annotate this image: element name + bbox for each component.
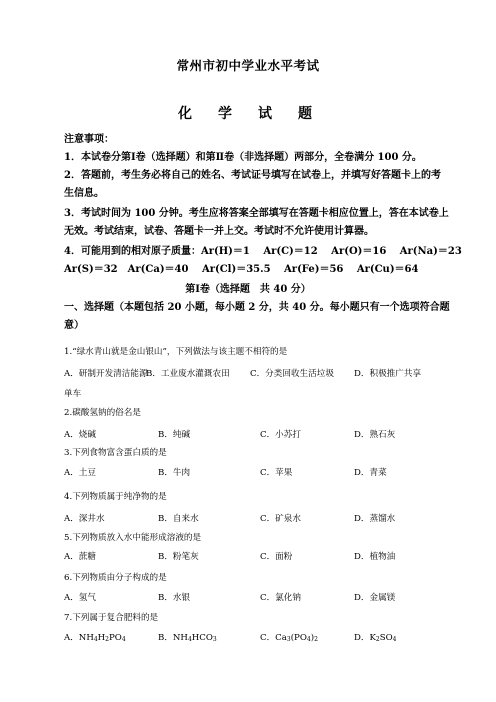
question-4-option-d: D．蒸馏水	[354, 514, 396, 524]
question-4-stem: 4.下列物质属于纯净物的是	[64, 492, 167, 502]
question-5-option-a: A．蔗糖	[64, 552, 96, 562]
question-1-continuation: 单车	[64, 389, 82, 399]
question-5-option-c: C．面粉	[260, 552, 293, 562]
question-3-option-a: A．土豆	[64, 468, 96, 478]
question-1-option-c: C．分类回收生活垃圾	[250, 369, 334, 379]
question-7-option-b: B．NH4HCO3	[158, 633, 217, 643]
question-4-option-b: B．自来水	[158, 514, 199, 524]
question-7-option-a: A．NH4H2PO4	[64, 633, 126, 643]
question-5-stem: 5.下列物质放入水中能形成溶液的是	[64, 533, 202, 543]
question-1-option-a: A．研制开发清洁能源	[64, 369, 148, 379]
question-2-option-b: B．纯碱	[158, 430, 191, 440]
notice-item-1: 1．本试卷分第Ⅰ卷（选择题）和第Ⅱ卷（非选择题）两部分，全卷满分 100 分。	[64, 152, 422, 163]
section-heading-line-2: 意）	[64, 320, 84, 331]
notice-heading: 注意事项：	[64, 134, 114, 145]
question-4-option-a: A．深井水	[64, 514, 105, 524]
question-2-stem: 2.碳酸氢钠的俗名是	[64, 408, 141, 418]
question-6-stem: 6.下列物质由分子构成的是	[64, 573, 167, 583]
question-1-option-b: B．工业废水灌溉农田	[146, 369, 230, 379]
notice-item-4-line-2: Ar(S)＝32 Ar(Ca)＝40 Ar(Cl)＝35.5 Ar(Fe)＝56 Ar(Cu)＝64	[64, 264, 419, 275]
exam-title: 常州市初中学业水平考试	[176, 58, 320, 73]
question-6-option-d: D．金属镁	[354, 593, 396, 603]
question-5-option-b: B．粉笔灰	[158, 552, 199, 562]
notice-item-4-line-1: 4．可能用到的相对原子质量：Ar(H)＝1 Ar(C)＝12 Ar(O)＝16 Ar(Na)＝23	[64, 246, 462, 257]
notice-item-3-line-1: 3．考试时间为 100 分钟。考生应将答案全部填写在答题卡相应位置上，答在本试卷上	[64, 208, 449, 219]
section-heading-line-1: 一、选择题（本题包括 20 小题，每小题 2 分，共 40 分。每小题只有一个选项符合题	[64, 302, 450, 313]
question-3-option-c: C．苹果	[260, 468, 293, 478]
subject-title: 化 学 试 题	[178, 106, 318, 122]
question-3-option-b: B．牛肉	[158, 468, 191, 478]
question-2-option-a: A．烧碱	[64, 430, 96, 440]
question-7-option-d: D．K2SO4	[354, 633, 397, 643]
question-6-option-c: C．氯化钠	[260, 593, 301, 603]
question-7-option-c: C．Ca3(PO4)2	[260, 633, 318, 643]
question-4-option-c: C．矿泉水	[260, 514, 301, 524]
question-3-stem: 3.下列食物富含蛋白质的是	[64, 448, 167, 458]
question-2-option-c: C．小苏打	[260, 430, 301, 440]
question-1-option-d: D．积极推广共享	[354, 369, 422, 379]
notice-item-3-line-2: 无效。考试结束，试卷、答题卡一并上交。考试时不允许使用计算器。	[64, 226, 374, 237]
question-1-stem: 1.“绿水青山就是金山银山”，下列做法与该主题不相符的是	[64, 347, 288, 357]
section-title: 第Ⅰ卷（选择题 共 40 分）	[185, 284, 311, 295]
question-7-stem: 7.下列属于复合肥料的是	[64, 613, 159, 623]
notice-item-2-line-1: 2．答题前，考生务必将自己的姓名、考试证号填写在试卷上，并填写好答题卡上的考	[64, 170, 441, 181]
notice-item-2-line-2: 生信息。	[64, 188, 104, 199]
question-3-option-d: D．青菜	[354, 468, 387, 478]
question-6-option-b: B．水银	[158, 593, 191, 603]
question-2-option-d: D．熟石灰	[354, 430, 396, 440]
question-6-option-a: A．氢气	[64, 593, 96, 603]
question-5-option-d: D．植物油	[354, 552, 396, 562]
